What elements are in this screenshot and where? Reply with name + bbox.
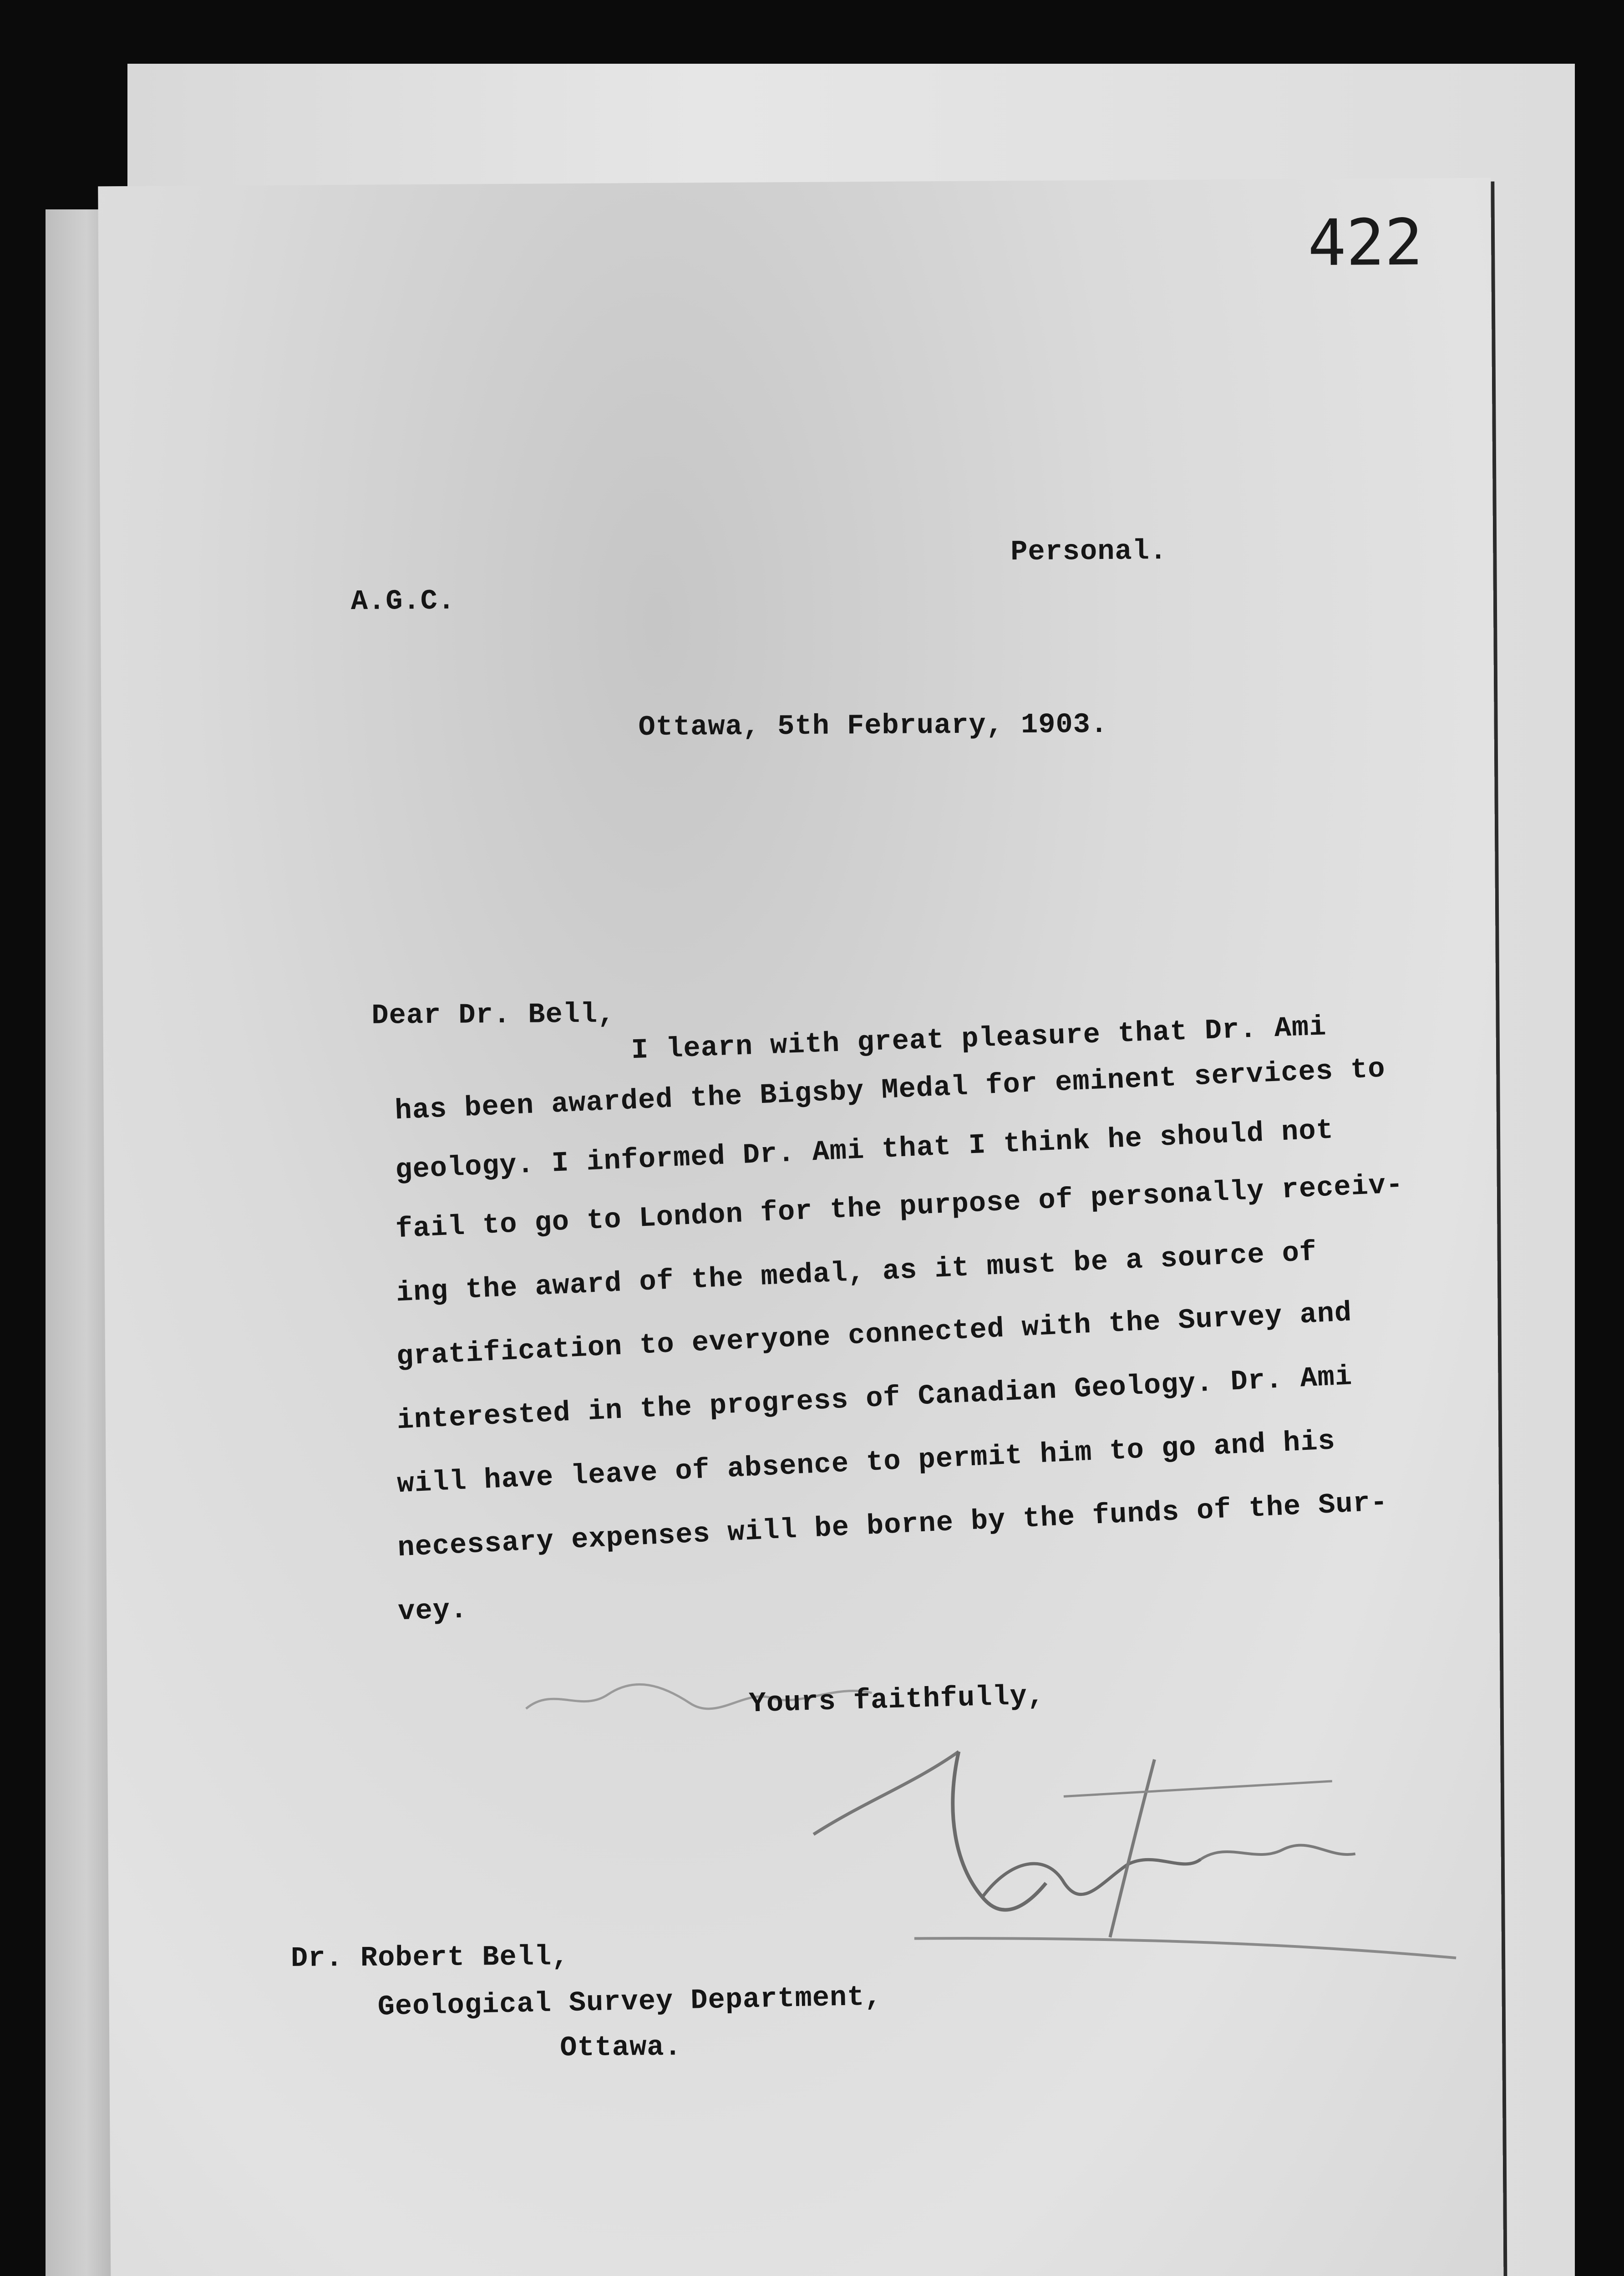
personal-marking: Personal. bbox=[1010, 535, 1167, 569]
body-line: interested in the progress of Canadian Geology. Dr. Ami bbox=[396, 1360, 1353, 1437]
body-line: necessary expenses will be borne by the funds of the Sur- bbox=[396, 1486, 1389, 1565]
place-date: Ottawa, 5th February, 1903. bbox=[638, 708, 1108, 744]
body-line: fail to go to London for the purpose of personally receiv- bbox=[395, 1168, 1404, 1246]
salutation: Dear Dr. Bell, bbox=[371, 998, 615, 1032]
addressee-name: Dr. Robert Bell, bbox=[290, 1941, 569, 1975]
handwritten-signature bbox=[808, 1744, 1502, 2039]
letter-sheet bbox=[98, 178, 1504, 2276]
addressee-city: Ottawa. bbox=[560, 2031, 682, 2064]
body-line: geology. I informed Dr. Ami that I think he should not bbox=[394, 1114, 1335, 1187]
body-line: vey. bbox=[397, 1593, 468, 1628]
closing: Yours faithfully, bbox=[748, 1679, 1045, 1720]
sender-initials: A.G.C. bbox=[350, 584, 456, 618]
body-line: ing the award of the medal, as it must be a source of bbox=[395, 1236, 1318, 1310]
body-line: has been awarded the Bigsby Medal for eminent services to bbox=[394, 1052, 1386, 1128]
body-line: I learn with great pleasure that Dr. Ami bbox=[630, 1011, 1327, 1067]
body-line: will have leave of absence to permit him to go and his bbox=[396, 1425, 1336, 1501]
addressee-department: Geological Survey Department, bbox=[377, 1981, 883, 2023]
folio-number: 422 bbox=[1307, 205, 1423, 281]
body-line: gratification to everyone connected with the Survey and bbox=[396, 1296, 1353, 1373]
